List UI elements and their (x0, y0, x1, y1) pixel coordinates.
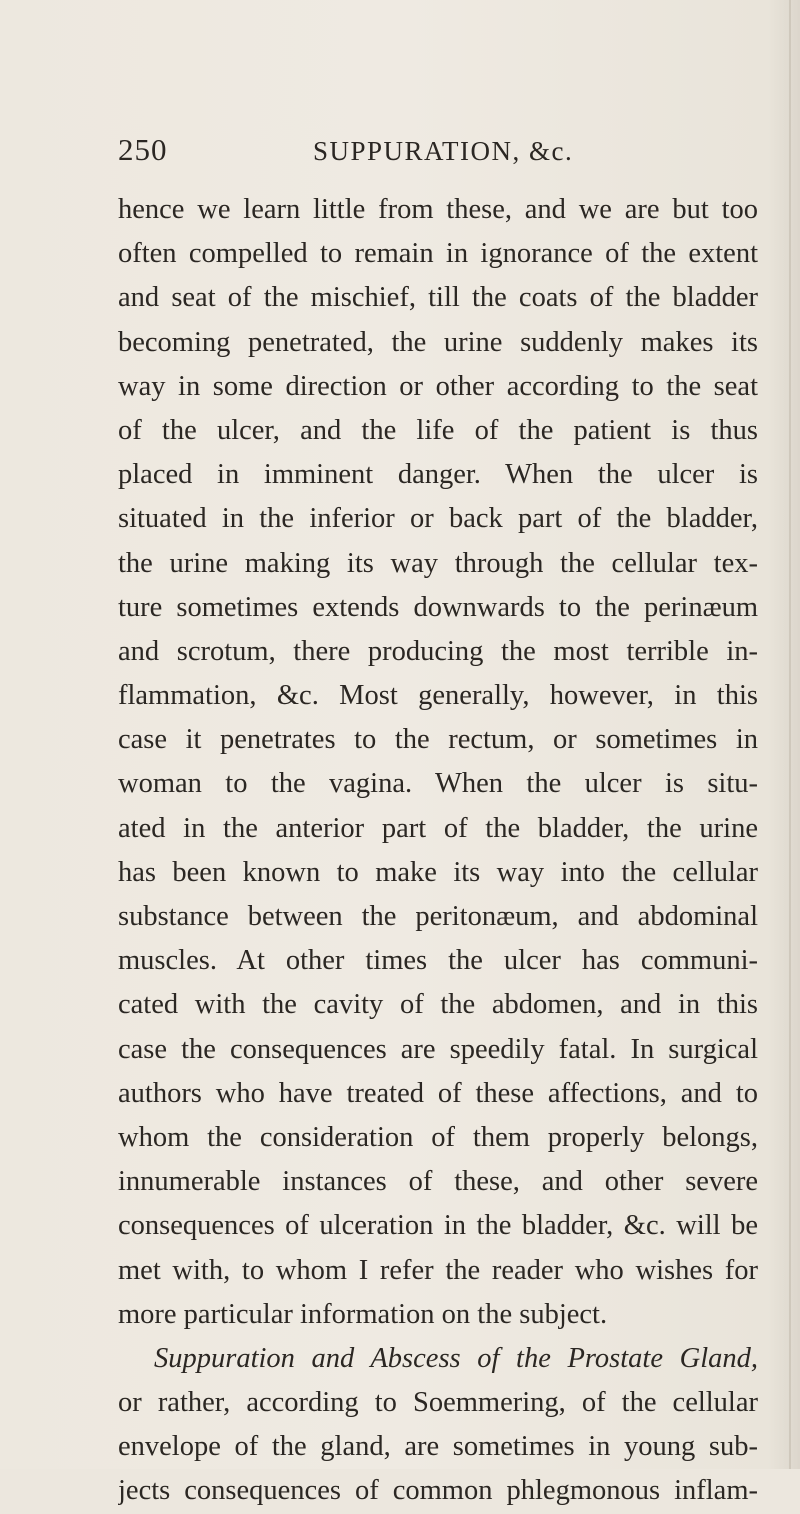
text-line: met with, to whom I refer the reader who wishes for (118, 1254, 758, 1286)
text-line: ture sometimes extends downwards to the perinæum (118, 591, 758, 623)
text-line: innumerable instances of these, and other severe (118, 1166, 758, 1198)
text-line: way in some direction or other according to the seat (118, 370, 758, 402)
text-line: jects consequences of common phlegmonous inflam- (118, 1475, 758, 1507)
body-text (118, 188, 758, 1514)
text-line: case it penetrates to the rectum, or sometimes in (118, 724, 758, 756)
section-title: Suppuration and Abscess of the Prostate Gland, (154, 1342, 758, 1374)
text-line: case the consequences are speedily fatal. In surgical (118, 1033, 758, 1065)
text-line: situated in the inferior or back part of the bladder, (118, 503, 758, 535)
page-number: 250 (118, 132, 168, 167)
page-edge-shadow (789, 0, 791, 1469)
text-line: muscles. At other times the ulcer has communi- (118, 945, 758, 977)
text-line: cated with the cavity of the abdomen, and in this (118, 989, 758, 1021)
text-line: of the ulcer, and the life of the patient is thus (118, 414, 758, 446)
text-line: envelope of the gland, are sometimes in young sub- (118, 1431, 758, 1463)
text-line: and seat of the mischief, till the coats of the bladder (118, 282, 758, 314)
paragraph-end-line: more particular information on the subject. (118, 1298, 608, 1330)
text-line: authors who have treated of these affections, and to (118, 1077, 758, 1109)
page-header (118, 132, 758, 178)
text-line: has been known to make its way into the cellular (118, 856, 758, 888)
text-line: whom the consideration of them properly belongs, (118, 1121, 758, 1153)
text-line: the urine making its way through the cellular tex- (118, 547, 758, 579)
text-line: ated in the anterior part of the bladder, the urine (118, 812, 758, 844)
text-line: and scrotum, there producing the most terrible in- (118, 635, 758, 667)
text-line: or rather, according to Soemmering, of the cellular (118, 1387, 758, 1419)
text-line: placed in imminent danger. When the ulcer is (118, 459, 758, 491)
text-line: becoming penetrated, the urine suddenly makes its (118, 326, 758, 358)
text-line: often compelled to remain in ignorance of the extent (118, 238, 758, 270)
text-line: hence we learn little from these, and we are but too (118, 194, 758, 225)
text-line: substance between the peritonæum, and abdominal (118, 901, 758, 932)
text-line: woman to the vagina. When the ulcer is situ- (118, 768, 758, 800)
text-line: consequences of ulceration in the bladder, &c. will be (118, 1210, 758, 1242)
running-head: SUPPURATION, &c. (313, 136, 574, 166)
text-line: flammation, &c. Most generally, however, in this (118, 680, 758, 712)
